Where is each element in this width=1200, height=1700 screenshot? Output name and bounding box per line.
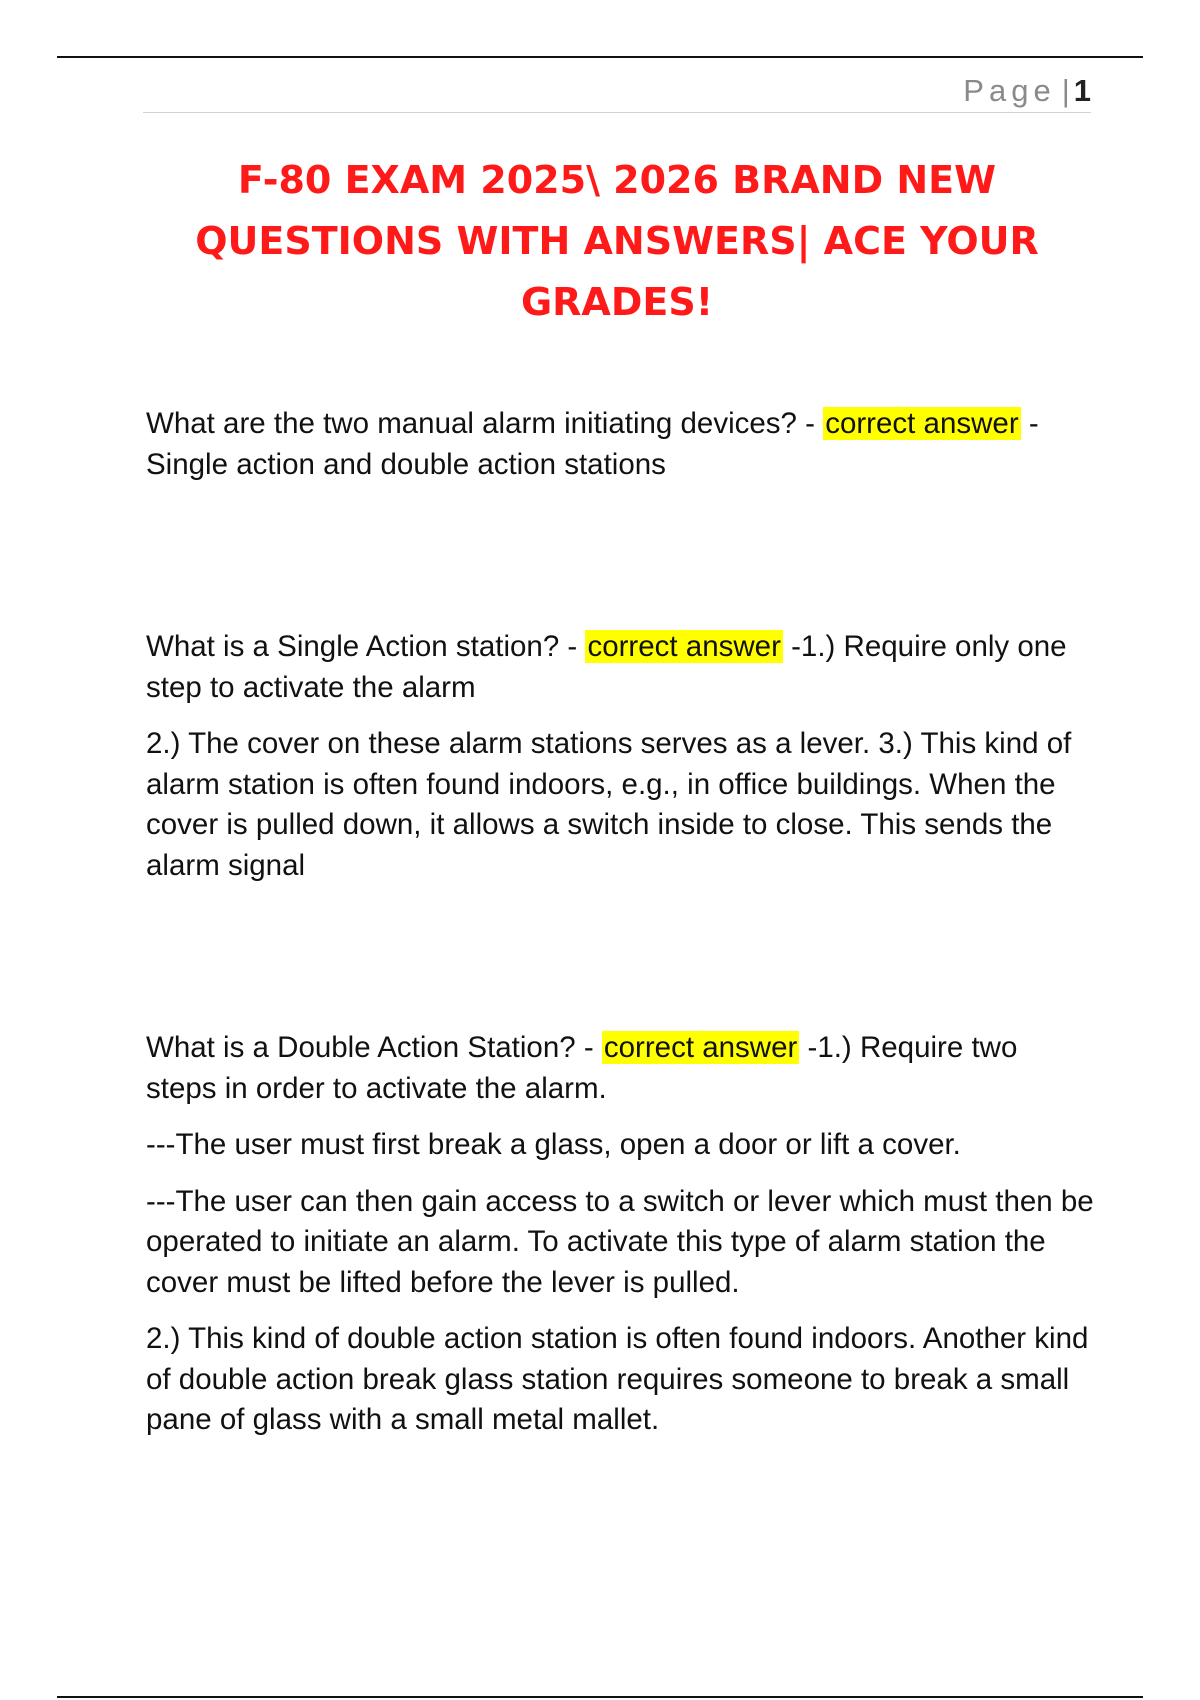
page-separator: | <box>1061 73 1070 108</box>
qa-item-3 <box>146 1028 1096 1441</box>
top-rule <box>57 56 1143 58</box>
qa-3-main <box>146 1028 1096 1109</box>
qa-3-question: What is a Double Action Station? - <box>146 1031 602 1064</box>
qa-3-extra-1: ---The user must first break a glass, open a door or lift a cover. <box>146 1128 961 1161</box>
qa-1-answer: -Single action and double action stations <box>146 407 1039 481</box>
qa-2-question: What is a Single Action station? - <box>146 630 586 663</box>
title-line-2: QUESTIONS WITH ANSWERS| ACE YOUR <box>195 219 1039 263</box>
qa-2-extra-1: 2.) The cover on these alarm stations serves as a lever. 3.) This kind of alarm station is often found indoors, e.g., in office buildings. When the cover is pulled down, it allows a switch inside to close. This sends the alarm signal <box>146 727 1072 882</box>
qa-1-main <box>146 404 1096 485</box>
title-line-3: GRADES! <box>520 280 714 324</box>
qa-2-main <box>146 627 1096 708</box>
document-title <box>143 150 1091 333</box>
page-number: 1 <box>1073 73 1091 108</box>
qa-3-extra-2: ---The user can then gain access to a switch or lever which must then be operated to initiate an alarm. To activate this type of alarm station the cover must be lifted before the lever is pulled. <box>146 1184 1094 1299</box>
qa-3-marker: correct answer <box>603 1031 798 1064</box>
bottom-rule <box>57 1696 1143 1698</box>
qa-3-extra-3: 2.) This kind of double action station is often found indoors. Another kind of double action break glass station requires someone to break a small pane of glass with a small metal mallet. <box>146 1322 1089 1436</box>
title-line-1: F-80 EXAM 2025\ 2026 BRAND NEW <box>237 158 997 202</box>
page-label: Page <box>963 73 1056 108</box>
qa-3-answer: -1.) Require two steps in order to activate the alarm. <box>146 1031 1018 1105</box>
page-header <box>143 70 1091 113</box>
qa-1-question: What are the two manual alarm initiating devices? - <box>146 407 824 440</box>
qa-item-1 <box>146 404 1096 485</box>
qa-item-2 <box>146 627 1096 886</box>
qa-2-answer: -1.) Require only one step to activate the alarm <box>146 630 1067 704</box>
document-body <box>146 404 1096 1457</box>
qa-1-marker: correct answer <box>825 407 1019 440</box>
qa-2-marker: correct answer <box>587 630 781 663</box>
